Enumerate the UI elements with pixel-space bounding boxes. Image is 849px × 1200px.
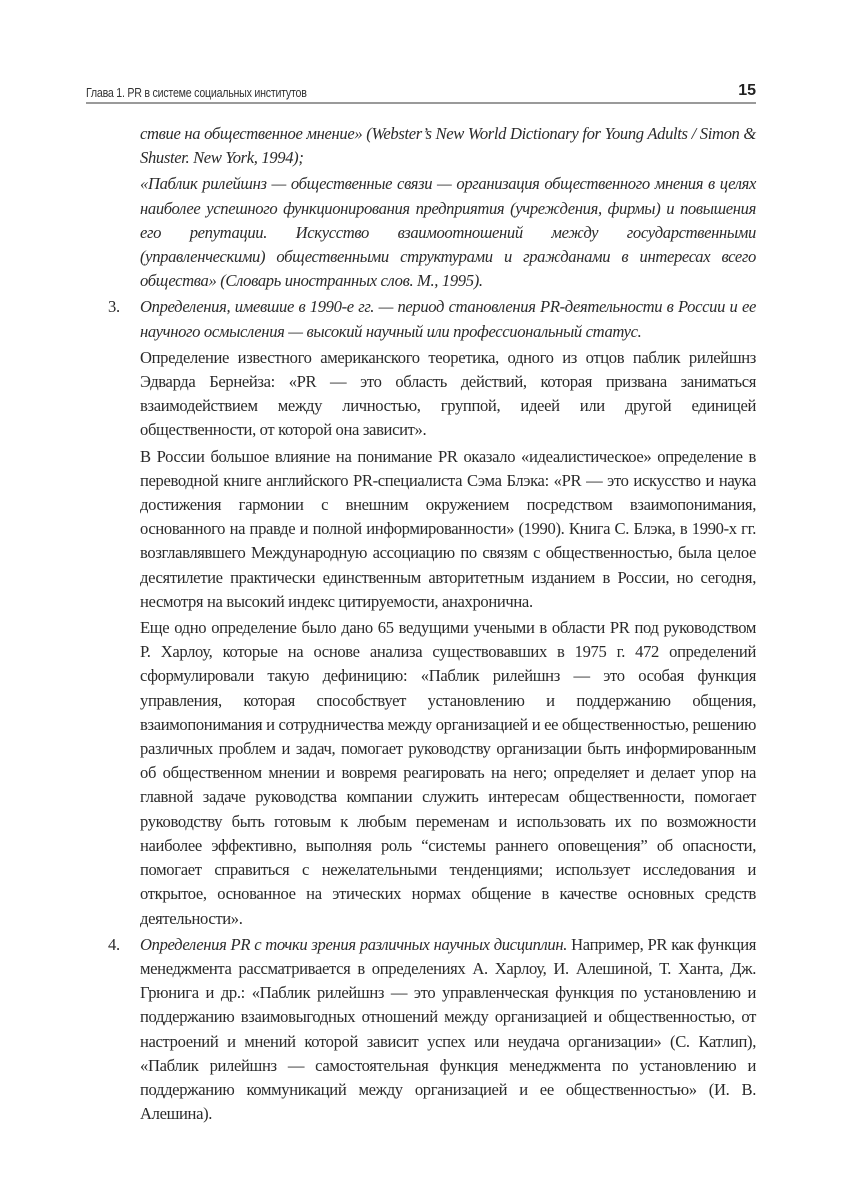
item-paragraph (140, 933, 756, 1127)
page-number: 15 (738, 82, 756, 99)
quote-continuation: ствие на общественное мнение» (Webster’s New World Dictionary for Young Adults / Simon & Shuster. New York, 1994); (140, 124, 756, 168)
running-header (86, 78, 756, 100)
paragraph-black: В России большое влияние на понимание PR оказало «идеалистическое» определение в переводной книге английского PR-специалиста Сэма Блэка: «PR — это искусство и наука достижения гармонии с внешним окружением посредством взаимопонимания, основанного на правде и полной информированности» (1990). Книга С. Блэка, в 1990-х гг. возглавлявшего Международную ассоциацию по связям с общественностью, была целое десятилетие практически единственным авторитетным изданием в России, но сегодня, несмотря на высокий индекс цитируемости, анахронична. (140, 446, 756, 611)
list-number: 3. (108, 297, 120, 317)
page-body (108, 122, 756, 1126)
header-rule (86, 102, 756, 104)
dictionary-quote: «Паблик рилейшнз — общественные связи — организация общественного мнения в целях наиболее успешного функционирования предприятия (учреждения, фирмы) и повышения его репутации. Искусство взаимоотношений между государственными (управленческими) общественными структурами и гражданами в интересах всего общества» (Словарь иностранных слов. М., 1995). (140, 174, 756, 291)
list-number: 4. (108, 934, 120, 954)
item-heading: Определения PR с точки зрения различных научных дисциплин. (140, 934, 568, 954)
item-text: Например, PR как функция менеджмента рассматривается в определениях А. Харлоу, И. Алешиной, Т. Ханта, Дж. Грюнига и др.: «Паблик рилейшнз — это управленческая функция по установлению и поддержанию взаимовыгодных отношений между организацией и общественностью, от настроений и мнений которой зависит успех или неудача организации» (С. Катлип), «Паблик рилейшнз — самостоятельная функция менеджмента по установлению и поддержанию коммуникаций между организацией и ее общественностью» (И. В. Алешина). (140, 934, 757, 1124)
list-item-4 (108, 933, 756, 1127)
paragraph-harlow: Еще одно определение было дано 65 ведущими учеными в области PR под руководством Р. Харлоу, которые на основе анализа существовавших в 1975 г. 472 определений сформулировали такую дефиницию: «Паблик рилейшнз — это особая функция управления, которая способствует установлению и поддержанию общения, взаимопонимания и сотрудничества между организацией и ее общественностью, решению различных проблем и задач, помогает руководству организации быть информированным об общественном мнении и вовремя реагировать на него; определяет и делает упор на главной задаче руководства компании служить интересам общественности, помогает руководству быть готовым к любым переменам и использовать их по возможности наиболее эффективно, выполняя роль “системы раннего оповещения” об опасности, помогает справиться с нежелательными тенденциями; использует исследования и открытое, основанное на этических нормах общение в качестве основных средств деятельности». (140, 618, 756, 928)
paragraph-bernays: Определение известного американского теоретика, одного из отцов паблик рилейшнз Эдварда Бернейза: «PR — это область действий, которая призвана заниматься взаимодействием между личностью, группой, идеей или другой единицей общественности, от которой она зависит». (140, 347, 756, 440)
list-item-3 (108, 295, 756, 930)
item-heading: Определения, имевшие в 1990-е гг. — период становления PR-деятельности в России и ее научного осмысления — высокий научный или профессиональный статус. (140, 297, 756, 341)
chapter-title: Глава 1. PR в системе социальных институтов (86, 85, 307, 100)
